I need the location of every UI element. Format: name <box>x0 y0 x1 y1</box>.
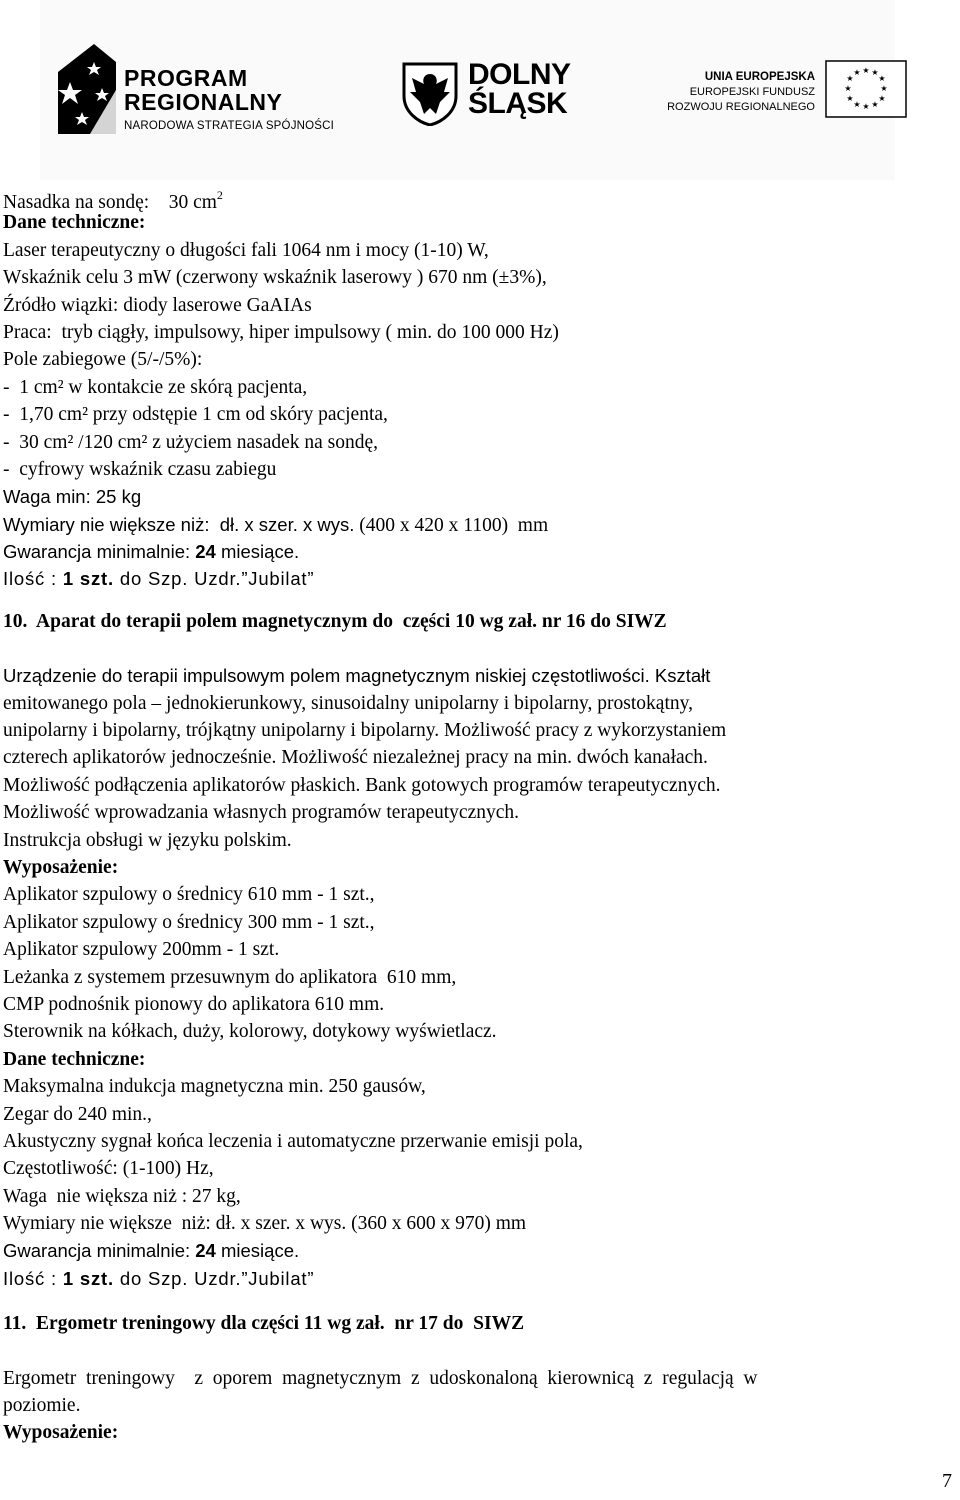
eagle-crest-icon <box>402 62 458 126</box>
text-line <box>3 1265 958 1292</box>
text-line: Waga min: 25 kg <box>3 486 142 508</box>
svg-text:★: ★ <box>862 66 870 75</box>
dolny-label: DOLNY <box>468 58 571 91</box>
text-span: 24 <box>195 541 216 563</box>
list-item: - cyfrowy wskaźnik czasu zabiegu <box>3 458 277 480</box>
text-line: Zegar do 240 min., <box>3 1103 152 1125</box>
text-span: do Szp. Uzdr.”Jubilat” <box>113 1267 315 1289</box>
text-span: 1 szt. <box>62 568 114 590</box>
text-line: unipolarny i bipolarny, trójkątny unipolarny i bipolarny. Możliwość pracy z wykorzystaniem <box>3 720 727 742</box>
text-line: poziomie. <box>3 1395 81 1417</box>
text-line <box>3 565 958 592</box>
spacer <box>3 1338 958 1365</box>
list-item: CMP podnośnik pionowy do aplikatora 610 mm. <box>3 993 385 1015</box>
eu-line3: ROZWOJU REGIONALNEGO <box>667 101 815 113</box>
spacer <box>3 593 958 608</box>
text-span: Gwarancja minimalnie: <box>3 541 196 563</box>
list-item: - 30 cm² /120 cm² z użyciem nasadek na sondę, <box>3 431 379 453</box>
svg-text:★: ★ <box>844 84 852 93</box>
text-line: Praca: tryb ciągły, impulsowy, hiper impulsowy ( min. do 100 000 Hz) <box>3 321 559 343</box>
svg-text:★: ★ <box>853 68 861 77</box>
text-span: Gwarancja minimalnie: <box>3 1240 196 1262</box>
text-line: Akustyczny sygnał końca leczenia i automatyczne przerwanie emisji pola, <box>3 1130 583 1152</box>
text-line: Instrukcja obsługi w języku polskim. <box>3 829 292 851</box>
svg-text:★: ★ <box>853 100 861 109</box>
eu-text <box>655 70 815 115</box>
text-span: do Szp. Uzdr.”Jubilat” <box>113 568 315 590</box>
text-line: Urządzenie do terapii impulsowym polem magnetycznym niskiej częstotliwości. Kształt <box>3 665 711 687</box>
eu-line1: UNIA EUROPEJSKA <box>704 71 815 83</box>
list-item: Aplikator szpulowy o średnicy 610 mm - 1 szt., <box>3 884 375 906</box>
text-span: miesiące. <box>215 541 300 563</box>
list-item: Leżanka z systemem przesuwnym do aplikatora 610 mm, <box>3 966 457 988</box>
text-span: miesiące. <box>215 1240 300 1262</box>
slask-label: ŚLĄSK <box>468 87 568 120</box>
text-span: 24 <box>195 1240 216 1262</box>
program-subtitle: NARODOWA STRATEGIA SPÓJNOŚCI <box>124 120 335 132</box>
text-line: Pole zabiegowe (5/-/5%): <box>3 349 203 371</box>
section-heading: Dane techniczne: <box>3 212 146 234</box>
text-line: Laser terapeutyczny o długości fali 1064 nm i mocy (1-10) W, <box>3 239 489 261</box>
text-line: Waga nie większa niż : 27 kg, <box>3 1185 241 1207</box>
section-heading: 11. Ergometr treningowy dla części 11 wg zał. nr 17 do SIWZ <box>3 1313 525 1335</box>
svg-text:★: ★ <box>846 74 854 83</box>
text-span: (400 x 420 x 1100) mm <box>354 514 549 536</box>
superscript: 2 <box>216 188 223 202</box>
text-span: 1 szt. <box>62 1267 114 1289</box>
text-line <box>3 182 958 213</box>
text-line: Ergometr treningowy z oporem magnetycznym z udoskonaloną kierownicą z regulacją w <box>3 1367 758 1389</box>
svg-text:★: ★ <box>871 100 879 109</box>
text-line: Częstotliwość: (1-100) Hz, <box>3 1158 214 1180</box>
text-line: Możliwość wprowadzania własnych programów terapeutycznych. <box>3 802 520 824</box>
text-line <box>3 1237 958 1264</box>
section-heading: Wyposażenie: <box>3 856 119 878</box>
svg-text:★: ★ <box>880 84 888 93</box>
spacer <box>3 1292 958 1310</box>
text-span: Nasadka na sondę: 30 cm <box>3 192 217 213</box>
text-line <box>3 538 958 565</box>
program-regionalny-text <box>124 66 334 132</box>
eu-line2: EUROPEJSKI FUNDUSZ <box>689 86 815 98</box>
list-item: - 1,70 cm² przy odstępie 1 cm od skóry pacjenta, <box>3 404 388 426</box>
header-logos <box>40 0 895 180</box>
text-line: czterech aplikatorów jednocześnie. Możliwość niezależnej pracy na min. dwóch kanałach. <box>3 747 708 769</box>
text-span: Ilość : <box>3 568 63 590</box>
text-span: Wymiary nie większe niż: dł. x szer. x wys. <box>3 513 355 535</box>
document-body <box>3 182 958 1447</box>
text-line: emitowanego pola – jednokierunkowy, sinusoidalny unipolarny i bipolarny, prostokątny, <box>3 692 693 714</box>
svg-text:★: ★ <box>871 68 879 77</box>
list-item: Sterownik na kółkach, duży, kolorowy, dotykowy wyświetlacz. <box>3 1021 497 1043</box>
page-number: 7 <box>942 1470 952 1492</box>
text-line: Maksymalna indukcja magnetyczna min. 250 gausów, <box>3 1076 426 1098</box>
text-line: Możliwość podłączenia aplikatorów płaskich. Bank gotowych programów terapeutycznych. <box>3 774 721 796</box>
list-item: Aplikator szpulowy 200mm - 1 szt. <box>3 939 280 961</box>
svg-text:★: ★ <box>878 94 886 103</box>
text-line: Wymiary nie większe niż: dł. x szer. x wys. (360 x 600 x 970) mm <box>3 1213 527 1235</box>
eu-flag-icon <box>825 60 907 118</box>
list-item: - 1 cm² w kontakcie ze skórą pacjenta, <box>3 376 308 398</box>
spacer <box>3 635 958 662</box>
svg-text:★: ★ <box>846 94 854 103</box>
section-heading: Wyposażenie: <box>3 1422 119 1444</box>
program-title: PROGRAM <box>124 65 248 91</box>
dolny-slask-text <box>468 60 571 118</box>
list-item: Aplikator szpulowy o średnicy 300 mm - 1 szt., <box>3 911 375 933</box>
regionalny-title: REGIONALNY <box>124 89 283 115</box>
svg-text:★: ★ <box>878 74 886 83</box>
text-line: Wskaźnik celu 3 mW (czerwony wskaźnik laserowy ) 670 nm (±3%), <box>3 267 547 289</box>
section-heading: 10. Aparat do terapii polem magnetycznym do części 10 wg zał. nr 16 do SIWZ <box>3 610 667 632</box>
text-span: Ilość : <box>3 1267 63 1289</box>
section-heading: Dane techniczne: <box>3 1048 146 1070</box>
text-line <box>3 511 958 538</box>
text-line: Źródło wiązki: diody laserowe GaAIAs <box>3 294 312 316</box>
svg-text:★: ★ <box>862 102 870 111</box>
